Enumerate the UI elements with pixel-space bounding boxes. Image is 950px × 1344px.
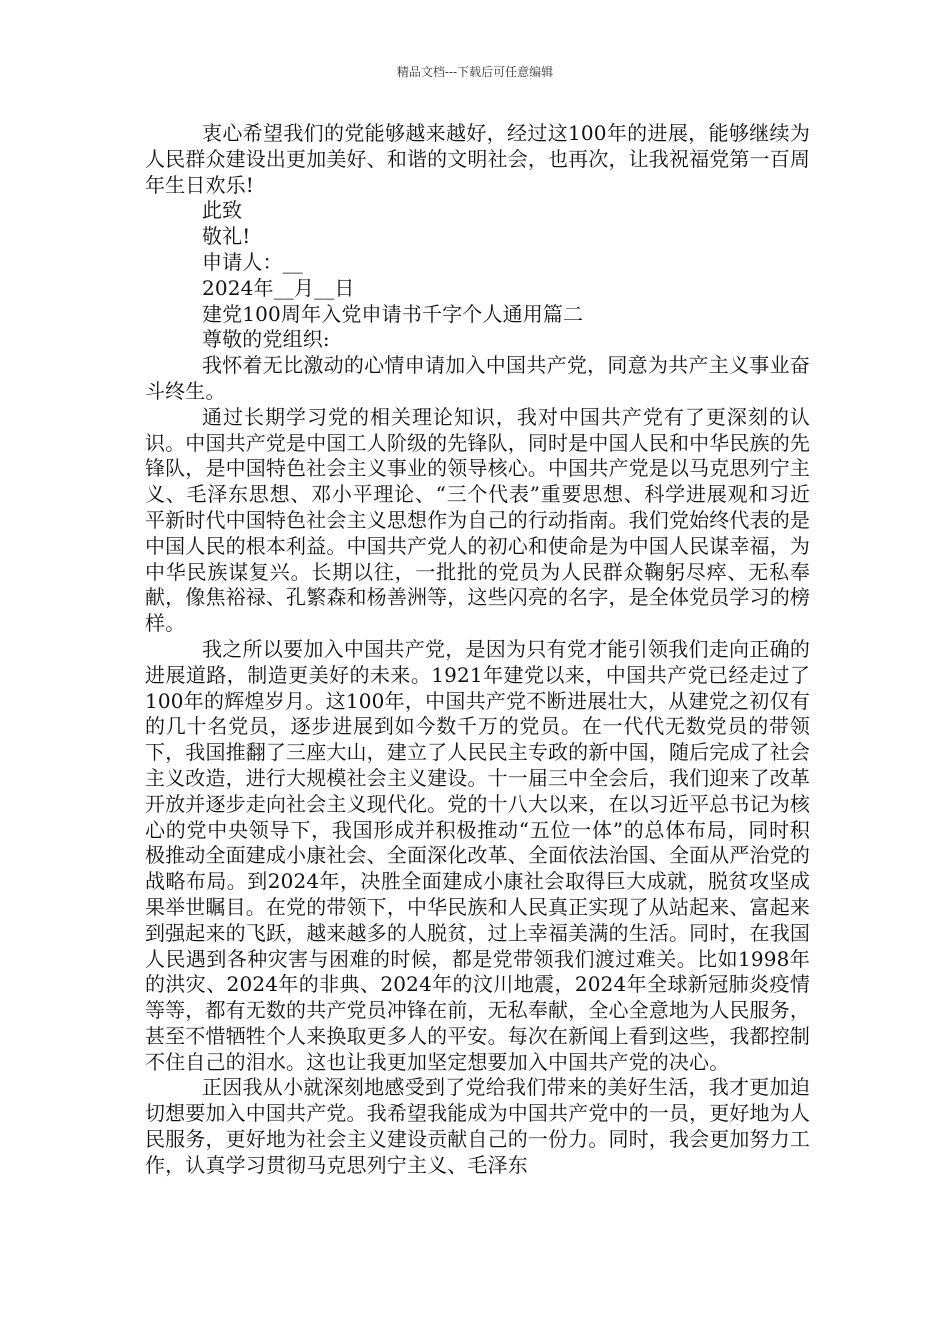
greeting-line: 尊敬的党组织: [202,327,330,352]
applicant-line: 申请人：__ [202,249,303,274]
section-title: 建党100周年入党申请书千字个人通用篇二 [202,301,584,326]
date-line: 2024年__月__日 [202,275,355,300]
closing-paragraph: 衷心希望我们的党能够越来越好，经过这100年的进展，能够继续为人民群众建设出更加美好、和谐的文明社会，也再次，让我祝福党第一百周年生日欢乐! [145,121,810,197]
document-body [145,121,810,1179]
body-paragraph: 正因我从小就深刻地感受到了党给我们带来的美好生活，我才更加迫切想要加入中国共产党。我希望我能成为中国共产党中的一员，更好地为人民服务，更好地为社会主义建设贡献自己的一份力。同时，我会更加努力工作，认真学习贯彻马克思列宁主义、毛泽东 [145,1075,810,1177]
body-paragraph: 我之所以要加入中国共产党，是因为只有党才能引领我们走向正确的进展道路，制造更美好的未来。1921年建党以来，中国共产党已经走过了100年的辉煌岁月。这100年，中国共产党不断进展壮大，从建党之初仅有的几十名党员，逐步进展到如今数千万的党员。在一代代无数党员的带领下，我国推翻了三座大山，建立了人民民主专政的新中国，随后完成了社会主义改造，进行大规模社会主义建设。十一届三中全会后，我们迎来了改革开放并逐步走向社会主义现代化。党的十八大以来，在以习近平总书记为核心的党中央领导下，我国形成并积极推动“五位一体”的总体布局，同时积极推动全面建成小康社会、全面深化改革、全面依法治国、全面从严治党的战略布局。到2024年，决胜全面建成小康社会取得巨大成就，脱贫攻坚成果举世瞩目。在党的带领下，中华民族和人民真正实现了从站起来、富起来到强起来的飞跃，越来越多的人脱贫，过上幸福美满的生活。同时，在我国人民遇到各种灾害与困难的时候，都是党带领我们渡过难关。比如1998年的洪灾、2024年的非典、2024年的汶川地震，2024年全球新冠肺炎疫情等等，都有无数的共产党员冲锋在前，无私奉献，全心全意地为人民服务，甚至不惜牺牲个人来换取更多人的平安。每次在新闻上看到这些，我都控制不住自己的泪水。这也让我更加坚定想要加入中国共产党的决心。 [145,636,810,1074]
page-header: 精品文档---下载后可任意编辑 [396,65,554,79]
salutation-cizhi: 此致 [202,198,243,223]
salutation-jingli: 敬礼! [202,224,251,249]
body-paragraph: 通过长期学习党的相关理论知识，我对中国共产党有了更深刻的认识。中国共产党是中国工人阶级的先锋队，同时是中国人民和中华民族的先锋队，是中国特色社会主义事业的领导核心。中国共产党是以马克思列宁主义、毛泽东思想、邓小平理论、“三个代表”重要思想、科学进展观和习近平新时代中国特色社会主义思想作为自己的行动指南。我们党始终代表的是中国人民的根本利益。中国共产党人的初心和使命是为中国人民谋幸福，为中华民族谋复兴。长期以往，一批批的党员为人民群众鞠躬尽瘁、无私奉献，像焦裕禄、孔繁森和杨善洲等，这些闪亮的名字，是全体党员学习的榜样。 [145,404,810,636]
body-paragraph: 我怀着无比激动的心情申请加入中国共产党，同意为共产主义事业奋斗终生。 [145,353,810,403]
